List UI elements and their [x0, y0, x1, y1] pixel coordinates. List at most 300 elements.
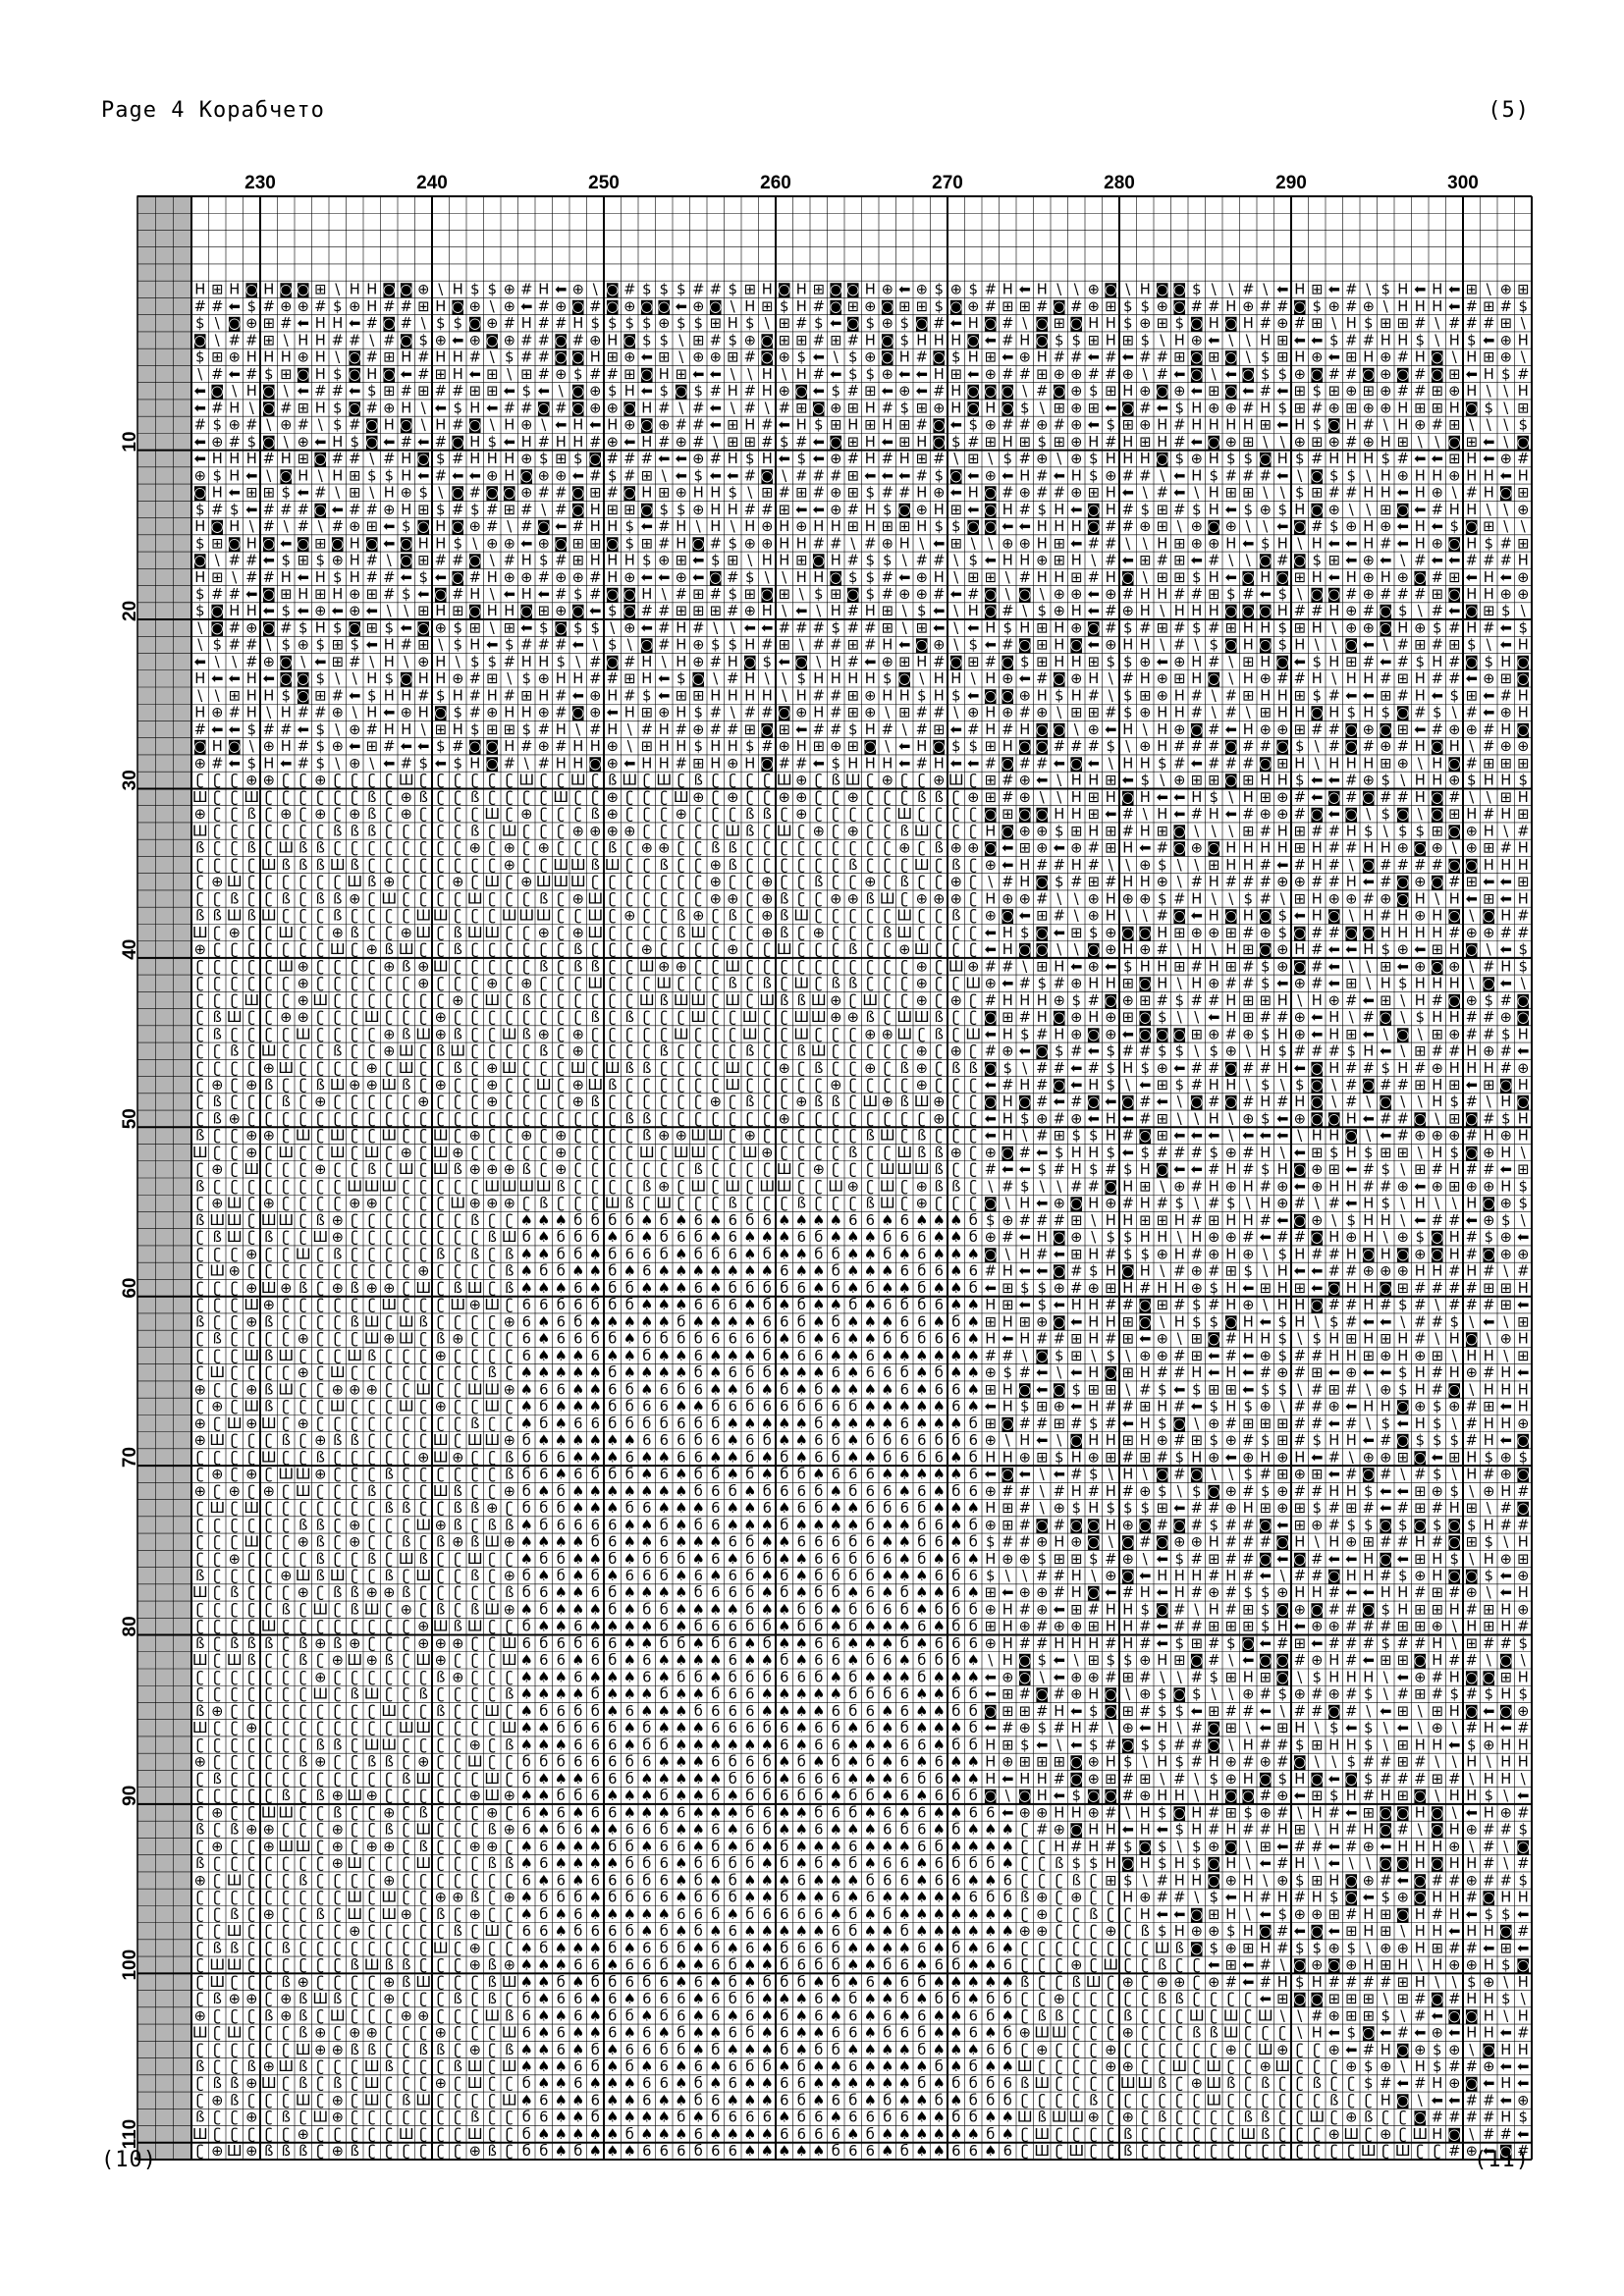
- stitch-symbol: H: [1140, 637, 1151, 654]
- stitch-symbol: ⊞: [623, 670, 635, 687]
- stitch-symbol: ⊕: [298, 434, 309, 451]
- stitch-symbol: #: [211, 298, 223, 315]
- stitch-symbol: H: [1225, 1161, 1236, 1178]
- stitch-symbol: #: [916, 417, 928, 434]
- stitch-symbol: #: [1139, 467, 1151, 484]
- stitch-symbol: #: [1036, 670, 1048, 687]
- stitch-symbol: ⊞: [314, 282, 326, 298]
- stitch-symbol: Ш: [244, 1297, 259, 1313]
- stitch-symbol: ⬅: [417, 738, 429, 755]
- stitch-symbol: \: [1056, 890, 1061, 907]
- stitch-symbol: H: [1277, 773, 1288, 789]
- stitch-symbol: ⬅: [1225, 806, 1237, 823]
- stitch-symbol: б: [608, 1263, 617, 1280]
- stitch-symbol: ⬅: [520, 535, 532, 552]
- stitch-symbol: $: [282, 687, 291, 704]
- stitch-symbol: $: [591, 315, 600, 332]
- stitch-symbol: H: [315, 332, 326, 348]
- stitch-symbol: ⬅: [1173, 1060, 1185, 1077]
- stitch-symbol: H: [1209, 1178, 1219, 1195]
- stitch-symbol: ʗ: [231, 857, 239, 874]
- stitch-symbol: $: [316, 670, 325, 687]
- stitch-symbol: 6: [917, 1246, 926, 1262]
- stitch-symbol: H: [1243, 417, 1254, 434]
- stitch-symbol: ⊕: [830, 738, 841, 755]
- stitch-symbol: ʗ: [455, 1246, 462, 1262]
- stitch-symbol: ʗ: [214, 806, 222, 823]
- stitch-symbol: ⊞: [298, 400, 309, 416]
- stitch-symbol: \: [1452, 840, 1457, 857]
- stitch-symbol: #: [1432, 992, 1443, 1009]
- stitch-symbol: H: [1088, 1009, 1099, 1026]
- stitch-symbol: H: [315, 349, 326, 366]
- stitch-symbol: ʗ: [455, 1077, 462, 1094]
- stitch-symbol: #: [1191, 586, 1203, 603]
- stitch-symbol: ⊕: [1448, 721, 1460, 738]
- stitch-symbol: Ш: [381, 1128, 397, 1145]
- stitch-symbol: $: [454, 315, 462, 332]
- stitch-symbol: \: [1469, 789, 1474, 806]
- stitch-symbol: #: [710, 705, 722, 721]
- stitch-symbol: ʗ: [299, 1060, 307, 1077]
- stitch-symbol: ◙: [519, 603, 533, 619]
- stitch-symbol: ⬅: [211, 721, 223, 738]
- stitch-symbol: \: [1194, 485, 1199, 502]
- stitch-symbol: $: [333, 417, 342, 434]
- stitch-symbol: ⊞: [1157, 1212, 1168, 1229]
- stitch-symbol: б: [797, 1331, 806, 1348]
- stitch-symbol: ß: [883, 925, 892, 941]
- stitch-symbol: ⊕: [1070, 976, 1082, 992]
- stitch-symbol: $: [1175, 1077, 1184, 1094]
- stitch-symbol: $: [1364, 315, 1373, 332]
- stitch-symbol: ⬅: [1036, 1145, 1048, 1161]
- stitch-symbol: ⬅: [795, 603, 807, 619]
- stitch-symbol: ʗ: [196, 1246, 204, 1262]
- stitch-symbol: \: [1228, 890, 1233, 907]
- stitch-symbol: ß: [195, 1212, 204, 1229]
- stitch-symbol: $: [1123, 958, 1132, 975]
- stitch-symbol: ⊕: [658, 958, 670, 975]
- stitch-symbol: Ш: [399, 1161, 414, 1178]
- stitch-symbol: ʗ: [403, 908, 410, 925]
- stitch-symbol: ◙: [984, 1060, 998, 1077]
- stitch-symbol: ◙: [1362, 789, 1376, 806]
- stitch-symbol: ⊕: [1242, 1246, 1254, 1262]
- stitch-symbol: $: [1055, 1145, 1063, 1161]
- stitch-symbol: ʗ: [248, 874, 256, 890]
- stitch-symbol: H: [985, 823, 996, 839]
- stitch-symbol: \: [1315, 755, 1320, 772]
- stitch-symbol: ⬅: [245, 586, 257, 603]
- stitch-symbol: H: [1518, 1026, 1529, 1042]
- stitch-symbol: ⬅: [1363, 1026, 1375, 1042]
- stitch-symbol: H: [1037, 687, 1048, 704]
- stitch-symbol: H: [1140, 1196, 1151, 1212]
- stitch-symbol: ◙: [1087, 518, 1101, 535]
- stitch-symbol: ʗ: [901, 789, 909, 806]
- stitch-symbol: #: [1208, 992, 1219, 1009]
- stitch-symbol: ʗ: [299, 1145, 307, 1161]
- stitch-symbol: H: [1140, 586, 1151, 603]
- stitch-symbol: ⬅: [607, 705, 619, 721]
- stitch-symbol: #: [1242, 282, 1254, 298]
- stitch-symbol: ʗ: [574, 1128, 582, 1145]
- stitch-symbol: ⊕: [572, 890, 584, 907]
- stitch-symbol: H: [1225, 1297, 1236, 1313]
- stitch-symbol: H: [1225, 535, 1236, 552]
- stitch-symbol: ◙: [468, 603, 482, 619]
- stitch-symbol: H: [229, 467, 240, 484]
- stitch-symbol: H: [1363, 908, 1374, 925]
- stitch-symbol: ⊞: [1122, 417, 1134, 434]
- stitch-symbol: ⬅: [383, 434, 395, 451]
- stitch-symbol: ⬅: [710, 400, 722, 416]
- stitch-symbol: #: [744, 705, 756, 721]
- stitch-symbol: #: [1260, 1060, 1272, 1077]
- stitch-symbol: ʗ: [884, 823, 892, 839]
- stitch-symbol: H: [1363, 705, 1374, 721]
- stitch-symbol: ʗ: [265, 1026, 273, 1042]
- stitch-symbol: 6: [866, 1212, 875, 1229]
- stitch-symbol: ⊕: [1414, 417, 1426, 434]
- stitch-symbol: #: [538, 721, 550, 738]
- stitch-symbol: ◙: [1396, 705, 1410, 721]
- stitch-symbol: ʗ: [626, 1026, 634, 1042]
- stitch-symbol: $: [1123, 619, 1132, 636]
- stitch-symbol: ⊕: [779, 789, 790, 806]
- stitch-symbol: ⊞: [1139, 553, 1151, 569]
- stitch-symbol: ⬅: [658, 451, 670, 467]
- stitch-symbol: ʗ: [368, 976, 376, 992]
- stitch-symbol: H: [796, 298, 807, 315]
- stitch-symbol: ʗ: [815, 1128, 823, 1145]
- stitch-symbol: ♠: [555, 1212, 568, 1229]
- stitch-symbol: ʗ: [918, 773, 926, 789]
- stitch-symbol: #: [813, 535, 825, 552]
- stitch-symbol: ◙: [1053, 1009, 1066, 1026]
- stitch-symbol: ⬅: [298, 603, 309, 619]
- stitch-symbol: ⬅: [314, 434, 326, 451]
- stitch-symbol: ʗ: [386, 840, 394, 857]
- stitch-symbol: #: [1345, 485, 1357, 502]
- stitch-symbol: ⊞: [1208, 773, 1219, 789]
- stitch-symbol: #: [1122, 1196, 1134, 1212]
- stitch-symbol: H: [1363, 1212, 1374, 1229]
- stitch-symbol: 6: [557, 1313, 566, 1330]
- stitch-symbol: #: [1466, 485, 1478, 502]
- stitch-symbol: ◙: [1447, 755, 1461, 772]
- stitch-symbol: #: [1001, 874, 1013, 890]
- stitch-symbol: #: [555, 553, 567, 569]
- stitch-symbol: ⬅: [641, 619, 653, 636]
- stitch-symbol: H: [1328, 1229, 1339, 1246]
- stitch-symbol: ʗ: [231, 773, 239, 789]
- stitch-symbol: б: [660, 1246, 669, 1262]
- stitch-symbol: $: [1261, 958, 1270, 975]
- stitch-symbol: \: [1435, 1331, 1439, 1348]
- stitch-symbol: H: [1037, 282, 1048, 298]
- stitch-symbol: #: [1173, 1348, 1185, 1364]
- stitch-symbol: $: [1295, 1077, 1304, 1094]
- stitch-symbol: ʗ: [936, 1060, 944, 1077]
- stitch-symbol: H: [332, 467, 343, 484]
- stitch-symbol: ⊞: [332, 654, 344, 670]
- stitch-symbol: H: [1106, 485, 1116, 502]
- stitch-symbol: ◙: [932, 738, 946, 755]
- stitch-symbol: ʗ: [884, 1077, 892, 1094]
- stitch-symbol: ß: [436, 1043, 445, 1060]
- stitch-symbol: ⬅: [1208, 1348, 1219, 1364]
- stitch-symbol: Ш: [948, 773, 964, 789]
- stitch-symbol: H: [1328, 603, 1339, 619]
- stitch-symbol: ʗ: [352, 1145, 359, 1161]
- stitch-symbol: H: [831, 670, 841, 687]
- stitch-symbol: ß: [814, 874, 823, 890]
- stitch-symbol: ◙: [210, 619, 224, 636]
- stitch-symbol: Ш: [330, 1077, 346, 1094]
- stitch-symbol: ʗ: [299, 1077, 307, 1094]
- stitch-symbol: ⊕: [985, 366, 997, 383]
- stitch-symbol: #: [676, 755, 687, 772]
- stitch-symbol: ʗ: [299, 1043, 307, 1060]
- stitch-symbol: ◙: [451, 485, 464, 502]
- stitch-symbol: ⬅: [933, 535, 945, 552]
- stitch-symbol: ʗ: [403, 1196, 410, 1212]
- stitch-symbol: H: [1140, 755, 1151, 772]
- stitch-symbol: ⊞: [1345, 1026, 1357, 1042]
- stitch-symbol: ʗ: [231, 1161, 239, 1178]
- stitch-symbol: #: [1036, 1246, 1048, 1262]
- stitch-symbol: ◙: [382, 282, 396, 298]
- stitch-symbol: ʗ: [574, 789, 582, 806]
- stitch-symbol: ʗ: [558, 1043, 566, 1060]
- stitch-symbol: ◙: [1259, 908, 1272, 925]
- stitch-symbol: ʗ: [540, 1128, 548, 1145]
- stitch-symbol: ⬅: [1432, 518, 1443, 535]
- stitch-symbol: ⊞: [1242, 434, 1254, 451]
- stitch-symbol: \: [1212, 890, 1217, 907]
- stitch-symbol: \: [1109, 857, 1113, 874]
- stitch-symbol: ⊕: [1414, 1348, 1426, 1364]
- stitch-symbol: ◙: [1121, 569, 1135, 586]
- stitch-symbol: \: [1022, 315, 1027, 332]
- stitch-symbol: ʗ: [901, 857, 909, 874]
- stitch-symbol: ʗ: [214, 823, 222, 839]
- stitch-symbol: ʗ: [918, 908, 926, 925]
- stitch-symbol: H: [762, 366, 773, 383]
- stitch-symbol: ⬅: [280, 755, 292, 772]
- stitch-symbol: \: [232, 654, 237, 670]
- stitch-symbol: #: [1483, 738, 1494, 755]
- stitch-symbol: ⊕: [710, 349, 722, 366]
- stitch-symbol: ♠: [571, 1348, 584, 1364]
- stitch-symbol: $: [1123, 315, 1132, 332]
- stitch-symbol: ⊞: [1414, 1161, 1426, 1178]
- stitch-symbol: ʗ: [643, 1077, 651, 1094]
- stitch-symbol: ʗ: [471, 773, 479, 789]
- stitch-symbol: H: [1088, 1331, 1099, 1348]
- stitch-symbol: \: [713, 670, 718, 687]
- stitch-symbol: H: [710, 502, 721, 518]
- stitch-symbol: ◙: [984, 502, 998, 518]
- stitch-symbol: ʗ: [558, 908, 566, 925]
- stitch-symbol: ◙: [1310, 1297, 1324, 1313]
- stitch-symbol: ◙: [984, 383, 998, 400]
- stitch-symbol: ʗ: [317, 1246, 325, 1262]
- stitch-symbol: ʗ: [746, 773, 754, 789]
- stitch-symbol: ʗ: [471, 941, 479, 958]
- stitch-symbol: H: [1518, 705, 1529, 721]
- stitch-symbol: Ш: [587, 908, 603, 925]
- stitch-symbol: ⊕: [1448, 1128, 1460, 1145]
- stitch-symbol: H: [1106, 1313, 1116, 1330]
- stitch-symbol: #: [1070, 298, 1082, 315]
- stitch-symbol: б: [969, 1280, 978, 1297]
- stitch-symbol: ⊞: [1432, 1348, 1443, 1364]
- stitch-symbol: H: [1449, 1060, 1460, 1077]
- stitch-symbol: ◙: [1465, 518, 1479, 535]
- stitch-symbol: ⊞: [898, 654, 910, 670]
- stitch-symbol: ʗ: [833, 823, 840, 839]
- stitch-symbol: ʗ: [677, 890, 685, 907]
- stitch-symbol: ʗ: [746, 840, 754, 857]
- stitch-symbol: ⊕: [504, 840, 515, 857]
- stitch-symbol: б: [573, 1246, 582, 1262]
- stitch-symbol: ♠: [537, 1229, 550, 1246]
- stitch-symbol: \: [953, 705, 958, 721]
- stitch-symbol: ⊞: [417, 637, 429, 654]
- stitch-symbol: ʗ: [677, 874, 685, 890]
- stitch-symbol: \: [1160, 1178, 1164, 1195]
- stitch-symbol: ⬅: [967, 467, 979, 484]
- stitch-symbol: ß: [333, 823, 342, 839]
- stitch-symbol: \: [1400, 1212, 1405, 1229]
- stitch-symbol: ⊞: [1276, 349, 1288, 366]
- stitch-symbol: ß: [282, 890, 291, 907]
- stitch-symbol: ⬅: [1070, 1313, 1082, 1330]
- stitch-symbol: ⊕: [1208, 535, 1219, 552]
- stitch-symbol: ◙: [984, 1246, 998, 1262]
- stitch-symbol: H: [1157, 434, 1167, 451]
- stitch-symbol: #: [504, 654, 515, 670]
- stitch-symbol: ◙: [262, 400, 276, 416]
- stitch-symbol: ʗ: [489, 857, 497, 874]
- stitch-symbol: ʗ: [506, 1043, 514, 1060]
- stitch-symbol: #: [847, 451, 859, 467]
- stitch-symbol: ʗ: [283, 1313, 291, 1330]
- stitch-symbol: $: [763, 654, 772, 670]
- stitch-symbol: H: [1484, 823, 1494, 839]
- stitch-symbol: H: [1294, 941, 1305, 958]
- stitch-symbol: H: [1415, 670, 1426, 687]
- stitch-symbol: ʗ: [558, 1110, 566, 1127]
- stitch-symbol: ʗ: [420, 806, 428, 823]
- stitch-symbol: H: [1002, 1026, 1013, 1042]
- stitch-symbol: ʗ: [833, 1161, 840, 1178]
- stitch-symbol: #: [1105, 535, 1116, 552]
- stitch-symbol: Ш: [759, 992, 775, 1009]
- stitch-symbol: ʗ: [798, 823, 806, 839]
- stitch-symbol: H: [1363, 1331, 1374, 1348]
- stitch-symbol: H: [1346, 755, 1357, 772]
- stitch-symbol: ⊞: [1517, 400, 1529, 416]
- stitch-symbol: ⊕: [1500, 1009, 1512, 1026]
- stitch-symbol: ʗ: [352, 1263, 359, 1280]
- stitch-symbol: ◙: [760, 332, 774, 348]
- stitch-symbol: ⊕: [1276, 315, 1288, 332]
- stitch-symbol: $: [1089, 467, 1098, 484]
- stitch-symbol: ʗ: [523, 1196, 531, 1212]
- stitch-symbol: ʗ: [386, 773, 394, 789]
- stitch-symbol: ʗ: [231, 1077, 239, 1094]
- stitch-symbol: #: [1380, 908, 1391, 925]
- stitch-symbol: 6: [866, 1348, 875, 1364]
- stitch-symbol: ⊞: [1380, 1331, 1391, 1348]
- stitch-symbol: #: [813, 366, 825, 383]
- stitch-symbol: ⊞: [967, 654, 979, 670]
- stitch-symbol: ⊕: [1157, 1246, 1168, 1262]
- stitch-symbol: Ш: [587, 925, 603, 941]
- stitch-symbol: ʗ: [489, 1348, 497, 1364]
- stitch-symbol: H: [572, 670, 583, 687]
- stitch-symbol: ⊕: [1345, 1229, 1357, 1246]
- stitch-symbol: ʗ: [558, 925, 566, 941]
- stitch-symbol: #: [1122, 1297, 1134, 1313]
- stitch-symbol: H: [1277, 1026, 1288, 1042]
- stitch-symbol: ⊞: [676, 603, 687, 619]
- stitch-symbol: \: [1177, 941, 1182, 958]
- stitch-symbol: ⊞: [1054, 1128, 1065, 1145]
- stitch-symbol: ⬅: [1328, 282, 1340, 298]
- stitch-symbol: \: [284, 518, 289, 535]
- stitch-symbol: H: [1225, 1077, 1236, 1094]
- stitch-symbol: $: [1141, 1246, 1150, 1262]
- stitch-symbol: H: [1037, 1009, 1048, 1026]
- stitch-symbol: $: [1020, 925, 1029, 941]
- stitch-symbol: $: [1416, 823, 1425, 839]
- stitch-symbol: #: [1363, 1178, 1375, 1195]
- stitch-symbol: ◙: [1035, 1043, 1049, 1060]
- stitch-symbol: ⊞: [1139, 687, 1151, 704]
- stitch-symbol: ß: [625, 1196, 634, 1212]
- stitch-symbol: ⊕: [1157, 670, 1168, 687]
- stitch-symbol: H: [246, 349, 257, 366]
- stitch-symbol: #: [1483, 1263, 1494, 1280]
- stitch-symbol: ʗ: [592, 1178, 600, 1195]
- stitch-symbol: #: [538, 755, 550, 772]
- stitch-symbol: #: [1311, 941, 1323, 958]
- stitch-symbol: ⊞: [1517, 806, 1529, 823]
- stitch-symbol: Ш: [674, 1026, 689, 1042]
- stitch-symbol: ʗ: [746, 908, 754, 925]
- stitch-symbol: ʗ: [489, 1128, 497, 1145]
- stitch-symbol: ʗ: [386, 992, 394, 1009]
- stitch-symbol: Ш: [587, 976, 603, 992]
- stitch-symbol: ʗ: [661, 941, 669, 958]
- stitch-symbol: $: [608, 637, 617, 654]
- stitch-symbol: ʗ: [781, 857, 788, 874]
- stitch-symbol: Ш: [278, 1348, 294, 1364]
- stitch-symbol: ⬅: [1380, 1043, 1391, 1060]
- stitch-symbol: H: [744, 518, 755, 535]
- stitch-symbol: #: [1054, 857, 1065, 874]
- stitch-symbol: $: [1329, 1145, 1338, 1161]
- stitch-symbol: #: [1380, 1077, 1391, 1094]
- stitch-symbol: $: [1020, 1026, 1029, 1042]
- stitch-symbol: ⊕: [950, 1145, 962, 1161]
- stitch-symbol: #: [1294, 1043, 1306, 1060]
